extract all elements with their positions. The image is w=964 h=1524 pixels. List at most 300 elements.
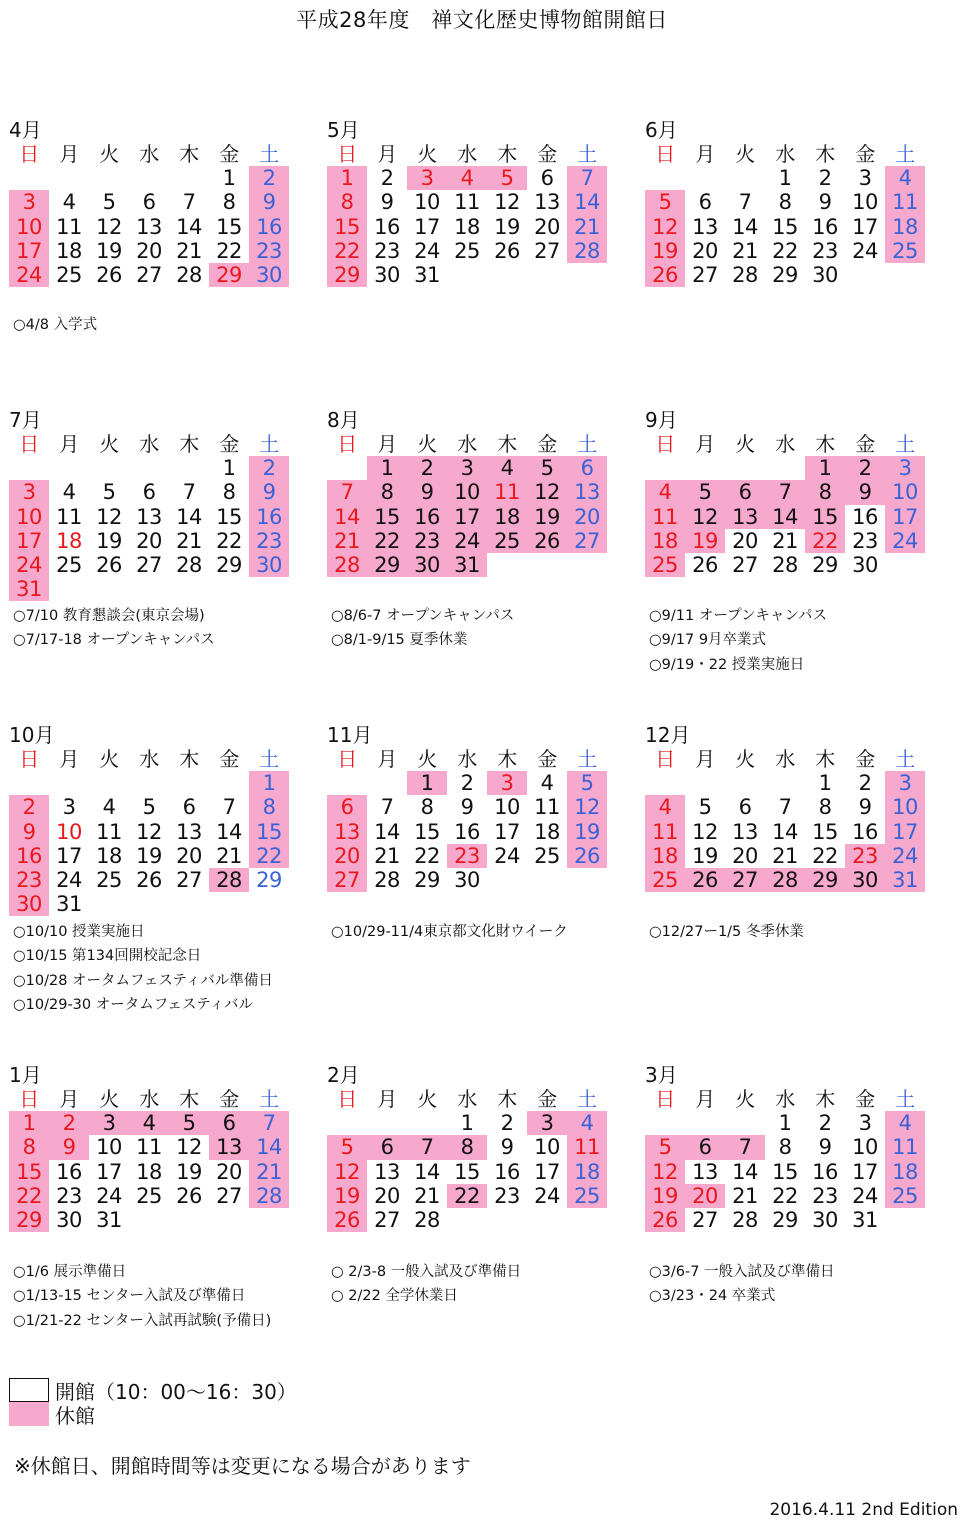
day-cell: 11: [645, 505, 685, 529]
day-cell: 2: [460, 771, 474, 796]
day-cell: 5: [487, 166, 527, 190]
day-cell: 14: [772, 819, 798, 844]
weekday-header: 日: [337, 1087, 357, 1111]
day-cell: 19: [692, 843, 718, 868]
weekday-header: 月: [377, 1087, 397, 1111]
day-cell: 27: [176, 867, 202, 892]
day-cell: 10: [447, 480, 487, 504]
day-cell: 8: [222, 190, 236, 215]
day-cell: 11: [96, 819, 122, 844]
day-cell: 7: [738, 190, 752, 215]
day-cell: 18: [645, 844, 685, 868]
day-cell: 10: [885, 480, 925, 504]
weekday-header: 金: [219, 142, 239, 166]
day-cell: 15: [805, 505, 845, 529]
page-title: 平成28年度 禅文化歴史博物館開館日: [296, 8, 668, 32]
day-cell: 4: [62, 190, 76, 215]
month-notes: [649, 1260, 835, 1309]
note-item: ○1/13-15 センター入試及び準備日: [13, 1288, 246, 1305]
weekday-header: 月: [695, 142, 715, 166]
day-cell: 10: [9, 215, 49, 239]
day-cell: 1: [778, 1111, 792, 1136]
day-cell: 13: [534, 190, 560, 215]
day-cell: 19: [527, 505, 567, 529]
day-cell: 27: [534, 238, 560, 263]
day-cell: 28: [374, 867, 400, 892]
day-cell: 29: [414, 867, 440, 892]
day-cell: 28: [209, 868, 249, 892]
day-cell: 6: [738, 795, 752, 820]
day-cell: 12: [645, 1160, 685, 1184]
weekday-header: 火: [99, 747, 119, 771]
note-item: ○10/29-11/4東京都文化財ウイーク: [331, 924, 568, 940]
day-cell: 30: [249, 263, 289, 287]
day-cell: 18: [487, 505, 527, 529]
note-item: ○1/21-22 センター入試再試験(予備日): [13, 1312, 272, 1329]
day-cell: 13: [725, 505, 765, 529]
day-cell: 16: [407, 505, 447, 529]
weekday-header: 金: [855, 747, 875, 771]
day-cell: 19: [567, 820, 607, 844]
day-cell: 17: [9, 529, 49, 553]
day-cell: 25: [885, 1184, 925, 1208]
note-item: ○9/11 オープンキャンパス: [649, 608, 828, 624]
day-cell: 4: [487, 456, 527, 480]
weekday-header: 土: [577, 142, 597, 166]
day-cell: 6: [567, 456, 607, 480]
day-cell: 17: [56, 843, 82, 868]
weekday-header: 月: [59, 142, 79, 166]
day-cell: 20: [176, 843, 202, 868]
day-cell: 23: [249, 239, 289, 263]
day-cell: 29: [256, 867, 282, 892]
weekday-header: 木: [497, 1087, 517, 1111]
day-cell: 16: [812, 214, 838, 239]
day-cell: 27: [136, 552, 162, 577]
weekday-header: 日: [337, 432, 357, 456]
day-cell: 4: [540, 771, 554, 796]
day-cell: 25: [96, 867, 122, 892]
day-cell: 27: [136, 262, 162, 287]
day-cell: 8: [367, 480, 407, 504]
day-cell: 2: [858, 771, 872, 796]
day-cell: 14: [176, 504, 202, 529]
day-cell: 21: [772, 843, 798, 868]
day-cell: 13: [692, 214, 718, 239]
day-cell: 27: [692, 262, 718, 287]
month-days-grid: [645, 747, 925, 892]
day-cell: 4: [567, 1111, 607, 1135]
day-cell: 22: [9, 1184, 49, 1208]
empty-cell: [209, 771, 249, 795]
month-block: [327, 118, 617, 287]
day-cell: 9: [858, 795, 872, 820]
day-cell: 14: [732, 214, 758, 239]
empty-cell: [685, 771, 725, 795]
day-cell: 29: [209, 263, 249, 287]
day-cell: 16: [56, 1159, 82, 1184]
month-notes: [331, 920, 568, 944]
day-cell: 1: [805, 456, 845, 480]
day-cell: 17: [9, 239, 49, 263]
day-cell: 31: [9, 577, 49, 601]
weekday-header: 土: [895, 747, 915, 771]
day-cell: 5: [645, 1135, 685, 1159]
day-cell: 8: [9, 1135, 49, 1159]
empty-cell: [765, 456, 805, 480]
day-cell: 28: [176, 552, 202, 577]
day-cell: 1: [407, 771, 447, 795]
day-cell: 19: [645, 239, 685, 263]
day-cell: 21: [249, 1160, 289, 1184]
day-cell: 5: [567, 771, 607, 795]
day-cell: 2: [500, 1111, 514, 1136]
note-item: ○ 2/22 全学休業日: [331, 1288, 458, 1305]
day-cell: 24: [885, 844, 925, 868]
day-cell: 8: [805, 480, 845, 504]
weekday-header: 土: [895, 432, 915, 456]
weekday-header: 木: [497, 432, 517, 456]
day-cell: 4: [129, 1111, 169, 1135]
day-cell: 26: [567, 844, 607, 868]
day-cell: 18: [136, 1159, 162, 1184]
day-cell: 13: [732, 819, 758, 844]
day-cell: 23: [447, 844, 487, 868]
empty-cell: [367, 1111, 407, 1135]
day-cell: 24: [414, 238, 440, 263]
weekday-header: 木: [815, 142, 835, 166]
day-cell: 11: [56, 214, 82, 239]
day-cell: 23: [249, 529, 289, 553]
day-cell: 7: [182, 190, 196, 215]
day-cell: 11: [567, 1135, 607, 1159]
day-cell: 17: [414, 214, 440, 239]
day-cell: 4: [62, 480, 76, 505]
day-cell: 15: [812, 819, 838, 844]
day-cell: 6: [142, 480, 156, 505]
weekday-header: 土: [577, 432, 597, 456]
day-cell: 25: [534, 843, 560, 868]
weekday-header: 日: [655, 432, 675, 456]
day-cell: 22: [805, 529, 845, 553]
day-cell: 11: [885, 190, 925, 214]
day-cell: 1: [327, 166, 367, 190]
day-cell: 11: [645, 820, 685, 844]
day-cell: 8: [249, 795, 289, 819]
day-cell: 4: [885, 1111, 925, 1135]
day-cell: 2: [818, 166, 832, 191]
day-cell: 12: [96, 504, 122, 529]
day-cell: 16: [9, 844, 49, 868]
note-item: ○10/29-30 オータムフェスティバル: [13, 997, 254, 1014]
day-cell: 29: [772, 1207, 798, 1232]
day-cell: 6: [685, 1135, 725, 1159]
day-cell: 28: [414, 1207, 440, 1232]
weekday-header: 火: [417, 432, 437, 456]
day-cell: 3: [885, 456, 925, 480]
day-cell: 19: [327, 1184, 367, 1208]
empty-cell: [49, 771, 89, 795]
note-item: ○7/10 教育懇談会(東京会場): [13, 608, 205, 624]
month-days-grid: [645, 1087, 925, 1232]
weekday-header: 水: [775, 142, 795, 166]
day-cell: 14: [374, 819, 400, 844]
day-cell: 23: [9, 868, 49, 892]
day-cell: 14: [414, 1159, 440, 1184]
month-days-grid: [9, 142, 289, 287]
weekday-header: 火: [417, 1087, 437, 1111]
weekday-header: 木: [815, 432, 835, 456]
weekday-header: 土: [577, 747, 597, 771]
day-cell: 14: [249, 1135, 289, 1159]
legend-closed: [9, 1402, 297, 1426]
weekday-header: 土: [895, 1087, 915, 1111]
day-cell: 8: [420, 795, 434, 820]
month-block: [645, 1063, 935, 1232]
day-cell: 23: [812, 1183, 838, 1208]
day-cell: 10: [852, 1135, 878, 1160]
weekday-header: 水: [139, 747, 159, 771]
day-cell: 20: [327, 844, 367, 868]
day-cell: 3: [527, 1111, 567, 1135]
day-cell: 17: [447, 505, 487, 529]
month-block: [9, 118, 299, 287]
day-cell: 15: [249, 820, 289, 844]
weekday-header: 火: [735, 747, 755, 771]
day-cell: 21: [176, 238, 202, 263]
day-cell: 10: [885, 795, 925, 819]
weekday-header: 火: [417, 747, 437, 771]
weekday-header: 月: [695, 432, 715, 456]
day-cell: 22: [249, 844, 289, 868]
day-cell: 19: [645, 1184, 685, 1208]
day-cell: 26: [494, 238, 520, 263]
day-cell: 1: [222, 166, 236, 191]
legend-open-label: 開館（10：00～16：30）: [55, 1379, 297, 1404]
month-name: 12月: [645, 723, 691, 747]
day-cell: 6: [725, 480, 765, 504]
empty-cell: [129, 456, 169, 480]
day-cell: 21: [732, 1183, 758, 1208]
day-cell: 29: [367, 553, 407, 577]
day-cell: 4: [102, 795, 116, 820]
empty-cell: [765, 771, 805, 795]
month-block: [645, 723, 935, 892]
day-cell: 16: [374, 214, 400, 239]
day-cell: 9: [460, 795, 474, 820]
notice-text: ※休館日、開館時間等は変更になる場合があります: [14, 1454, 471, 1478]
day-cell: 8: [222, 480, 236, 505]
empty-cell: [89, 771, 129, 795]
weekday-header: 金: [855, 1087, 875, 1111]
month-notes: [649, 604, 827, 677]
day-cell: 15: [327, 215, 367, 239]
month-name: 9月: [645, 408, 678, 432]
day-cell: 6: [698, 190, 712, 215]
weekday-header: 日: [655, 1087, 675, 1111]
day-cell: 9: [49, 1135, 89, 1159]
day-cell: 26: [685, 868, 725, 892]
weekday-header: 月: [695, 747, 715, 771]
day-cell: 26: [327, 1208, 367, 1232]
day-cell: 24: [534, 1183, 560, 1208]
weekday-header: 水: [775, 1087, 795, 1111]
day-cell: 13: [692, 1159, 718, 1184]
empty-cell: [169, 456, 209, 480]
day-cell: 3: [447, 456, 487, 480]
day-cell: 19: [685, 529, 725, 553]
empty-cell: [89, 456, 129, 480]
day-cell: 7: [380, 795, 394, 820]
weekday-header: 木: [815, 747, 835, 771]
day-cell: 7: [765, 480, 805, 504]
empty-cell: [327, 1111, 367, 1135]
day-cell: 20: [732, 843, 758, 868]
weekday-header: 水: [775, 747, 795, 771]
weekday-header: 土: [259, 747, 279, 771]
day-cell: 8: [778, 190, 792, 215]
month-notes: [331, 1260, 521, 1309]
empty-cell: [725, 771, 765, 795]
day-cell: 14: [327, 505, 367, 529]
month-name: 10月: [9, 723, 55, 747]
day-cell: 18: [56, 528, 82, 553]
day-cell: 9: [380, 190, 394, 215]
day-cell: 15: [216, 504, 242, 529]
note-item: ○9/17 9月卒業式: [649, 632, 767, 649]
note-item: ○10/15 第134回開校記念日: [13, 948, 202, 965]
empty-cell: [645, 456, 685, 480]
day-cell: 21: [176, 528, 202, 553]
day-cell: 10: [534, 1135, 560, 1160]
day-cell: 2: [249, 456, 289, 480]
day-cell: 18: [645, 529, 685, 553]
day-cell: 15: [772, 1159, 798, 1184]
day-cell: 28: [327, 553, 367, 577]
day-cell: 30: [374, 262, 400, 287]
day-cell: 9: [249, 480, 289, 504]
day-cell: 16: [249, 215, 289, 239]
day-cell: 23: [812, 238, 838, 263]
month-days-grid: [327, 747, 607, 892]
day-cell: 23: [56, 1183, 82, 1208]
day-cell: 10: [96, 1135, 122, 1160]
day-cell: 5: [698, 795, 712, 820]
day-cell: 3: [407, 166, 447, 190]
day-cell: 2: [818, 1111, 832, 1136]
day-cell: 21: [414, 1183, 440, 1208]
day-cell: 12: [567, 795, 607, 819]
day-cell: 24: [852, 238, 878, 263]
month-notes: [13, 313, 97, 337]
day-cell: 21: [567, 215, 607, 239]
day-cell: 20: [692, 238, 718, 263]
day-cell: 25: [645, 553, 685, 577]
weekday-header: 木: [179, 432, 199, 456]
month-days-grid: [9, 432, 289, 601]
weekday-header: 火: [99, 1087, 119, 1111]
month-block: [327, 1063, 617, 1232]
day-cell: 31: [414, 262, 440, 287]
day-cell: 7: [327, 480, 367, 504]
day-cell: 27: [216, 1183, 242, 1208]
day-cell: 5: [327, 1135, 367, 1159]
day-cell: 20: [567, 505, 607, 529]
day-cell: 4: [645, 480, 685, 504]
day-cell: 12: [96, 214, 122, 239]
day-cell: 10: [56, 819, 82, 844]
day-cell: 5: [645, 190, 685, 214]
day-cell: 31: [852, 1207, 878, 1232]
day-cell: 15: [772, 214, 798, 239]
day-cell: 2: [845, 456, 885, 480]
day-cell: 24: [9, 553, 49, 577]
weekday-header: 土: [895, 142, 915, 166]
day-cell: 23: [852, 528, 878, 553]
day-cell: 17: [96, 1159, 122, 1184]
day-cell: 29: [216, 552, 242, 577]
day-cell: 31: [96, 1207, 122, 1232]
day-cell: 2: [407, 456, 447, 480]
month-name: 2月: [327, 1063, 360, 1087]
day-cell: 20: [685, 1184, 725, 1208]
day-cell: 30: [9, 892, 49, 916]
legend-closed-swatch: [9, 1402, 49, 1426]
day-cell: 5: [102, 480, 116, 505]
day-cell: 7: [778, 795, 792, 820]
day-cell: 6: [142, 190, 156, 215]
weekday-header: 水: [457, 747, 477, 771]
day-cell: 25: [454, 238, 480, 263]
weekday-header: 土: [577, 1087, 597, 1111]
weekday-header: 日: [655, 747, 675, 771]
weekday-header: 水: [139, 432, 159, 456]
day-cell: 1: [9, 1111, 49, 1135]
empty-cell: [9, 456, 49, 480]
day-cell: 2: [249, 166, 289, 190]
day-cell: 30: [852, 552, 878, 577]
day-cell: 5: [685, 480, 725, 504]
note-item: ○1/6 展示準備日: [13, 1264, 127, 1280]
day-cell: 7: [725, 1135, 765, 1159]
day-cell: 19: [96, 238, 122, 263]
month-days-grid: [9, 747, 289, 916]
month-days-grid: [327, 1087, 607, 1232]
day-cell: 5: [169, 1111, 209, 1135]
weekday-header: 火: [99, 432, 119, 456]
weekday-header: 月: [377, 747, 397, 771]
day-cell: 23: [494, 1183, 520, 1208]
day-cell: 11: [885, 1135, 925, 1159]
day-cell: 24: [96, 1183, 122, 1208]
day-cell: 30: [812, 262, 838, 287]
day-cell: 29: [327, 263, 367, 287]
day-cell: 30: [845, 868, 885, 892]
weekday-header: 金: [219, 1087, 239, 1111]
day-cell: 27: [692, 1207, 718, 1232]
day-cell: 28: [567, 239, 607, 263]
empty-cell: [645, 1111, 685, 1135]
day-cell: 9: [500, 1135, 514, 1160]
day-cell: 1: [778, 166, 792, 191]
day-cell: 3: [858, 166, 872, 191]
weekday-header: 日: [337, 142, 357, 166]
day-cell: 22: [216, 528, 242, 553]
day-cell: 18: [885, 1160, 925, 1184]
day-cell: 19: [96, 528, 122, 553]
empty-cell: [645, 771, 685, 795]
day-cell: 28: [772, 552, 798, 577]
